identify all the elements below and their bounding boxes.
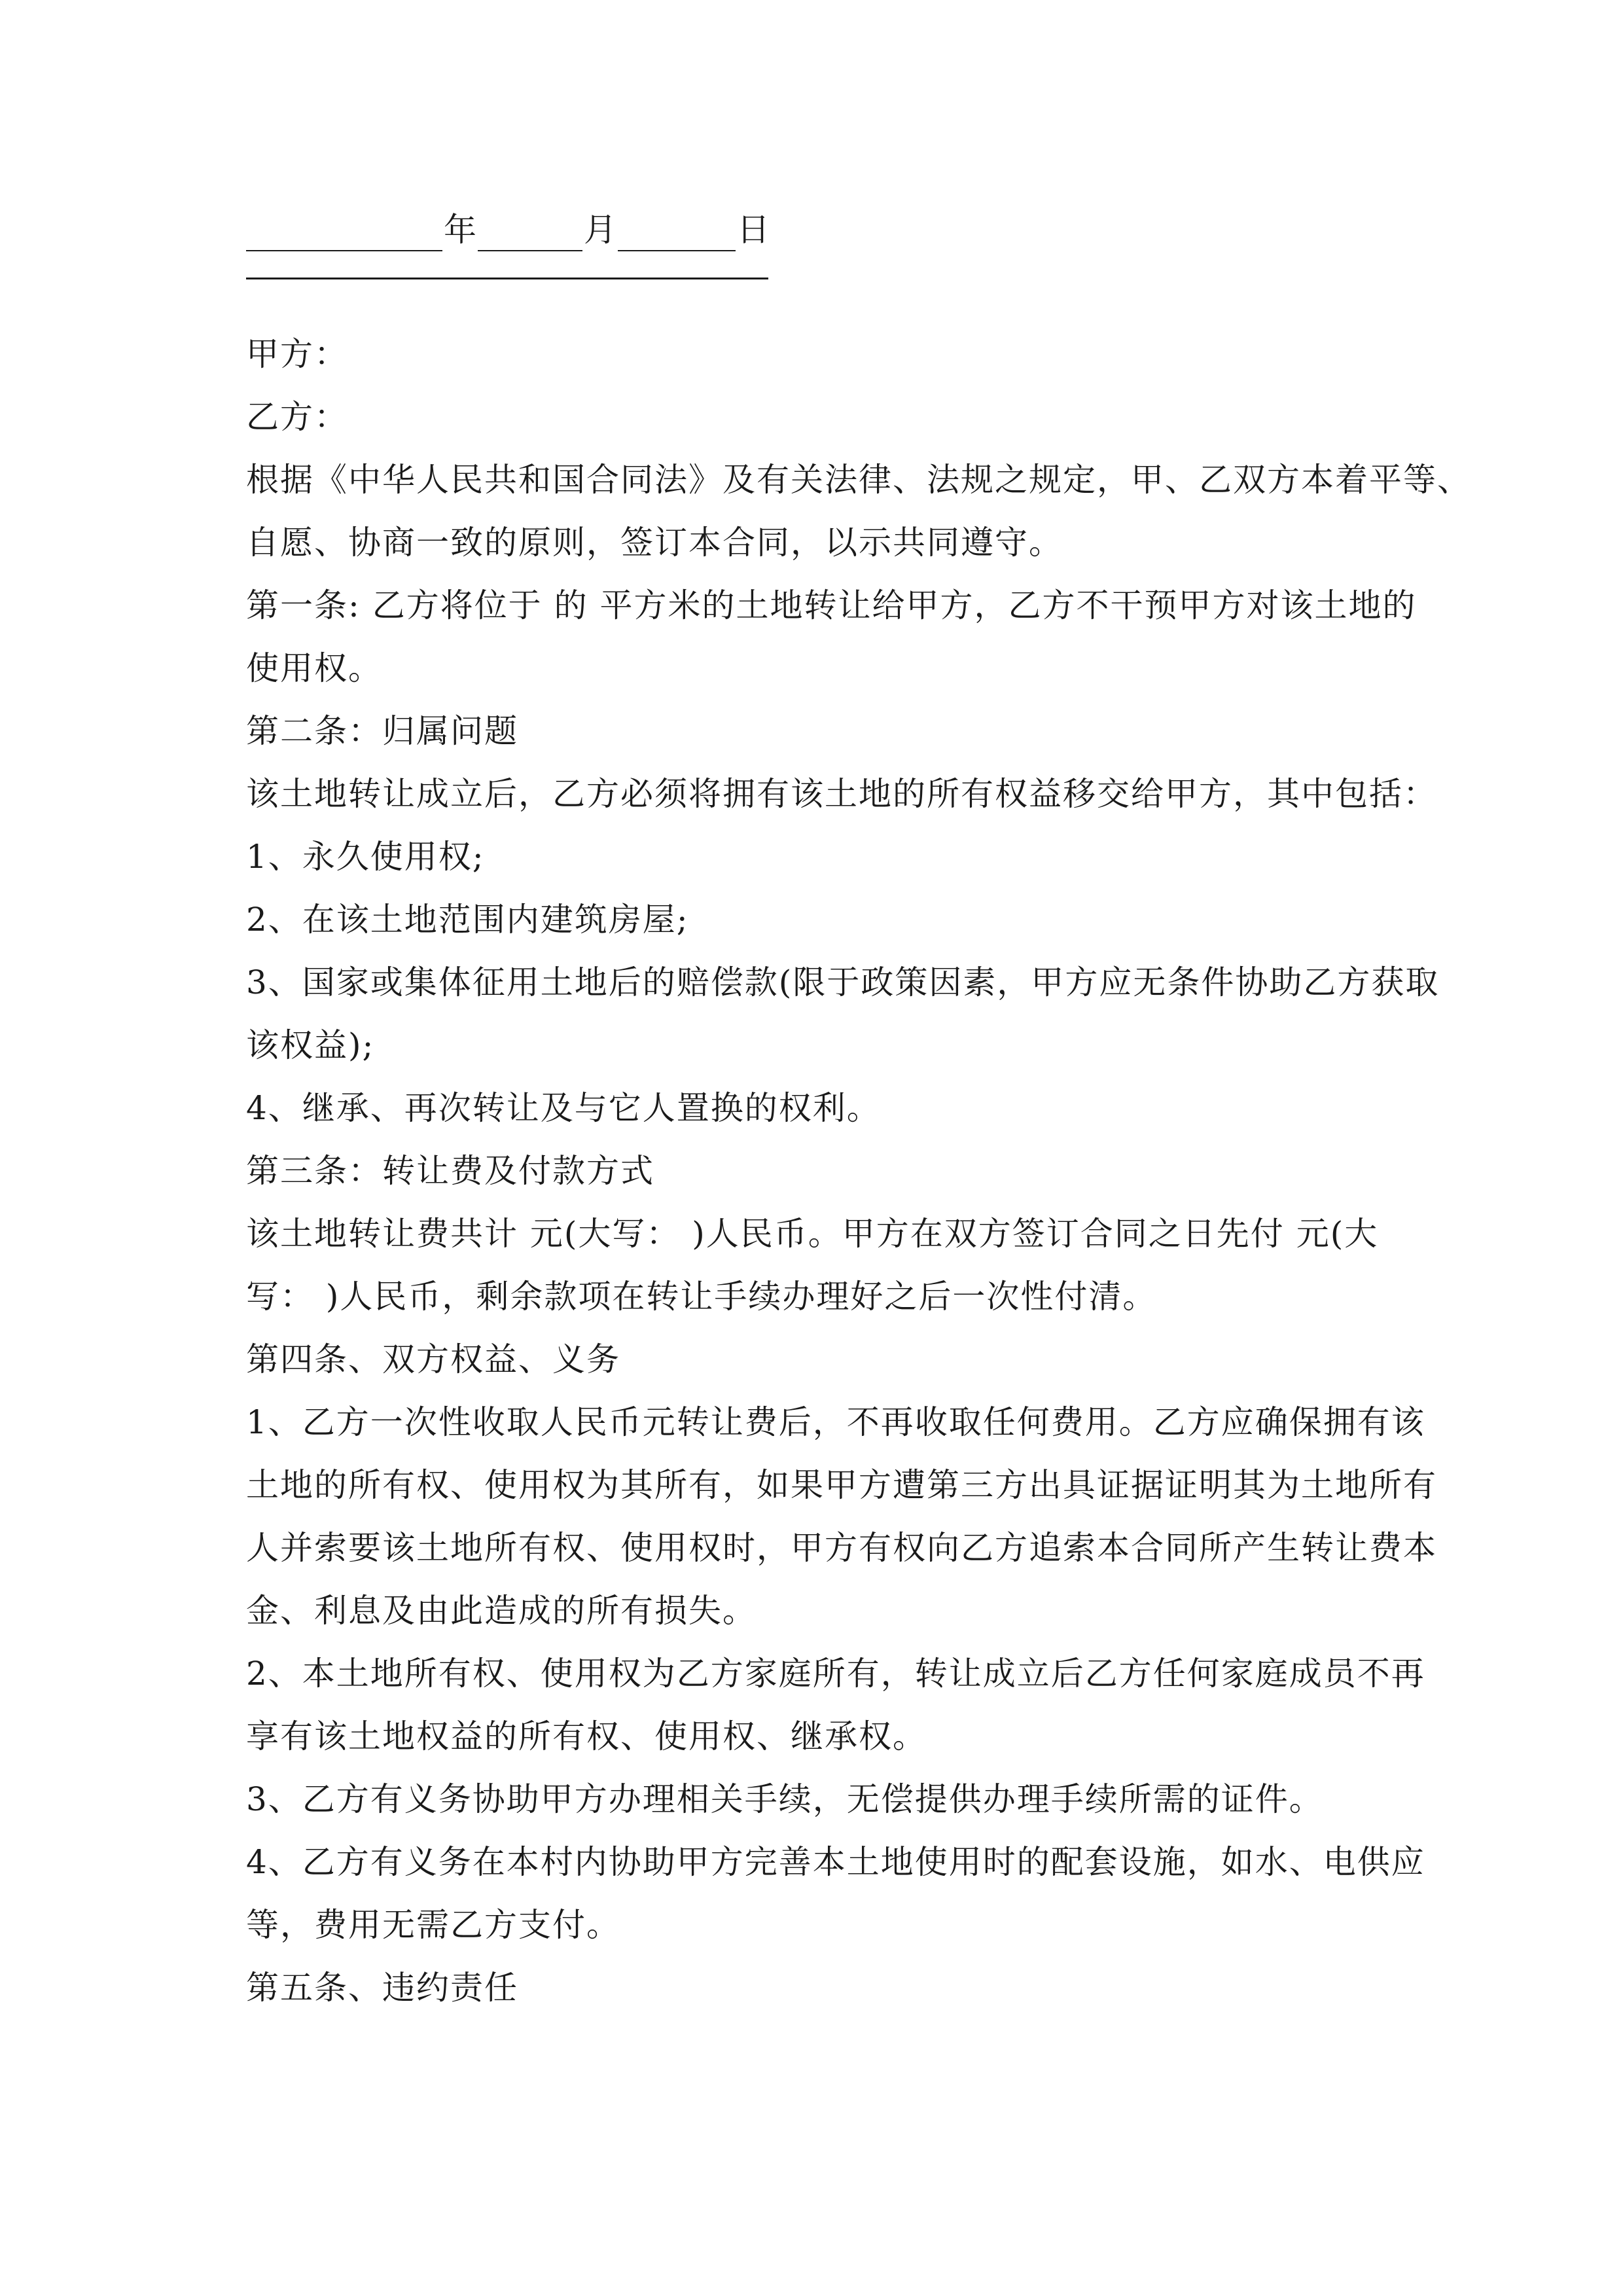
body-line: 该权益); <box>246 1026 375 1064</box>
list-item: 1、永久使用权; <box>246 838 485 876</box>
body-line: 自愿、协商一致的原则，签订本合同，以示共同遵守。 <box>246 524 1063 562</box>
body-line: 该土地转让成立后，乙方必须将拥有该土地的所有权益移交给甲方，其中包括： <box>246 775 1437 813</box>
body-line: 写： )人民币，剩余款项在转让手续办理好之后一次性付清。 <box>246 1278 1157 1316</box>
body-line: 第一条: 乙方将位于 的 平方米的土地转让给甲方，乙方不干预甲方对该土地的 <box>246 586 1417 624</box>
section-heading: 第二条：归属问题 <box>246 712 518 750</box>
list-item: 2、本土地所有权、使用权为乙方家庭所有，转让成立后乙方任何家庭成员不再 <box>246 1655 1425 1693</box>
list-item: 1、乙方一次性收取人民币元转让费后，不再收取任何费用。乙方应确保拥有该 <box>246 1403 1425 1441</box>
body-line: 金、利息及由此造成的所有损失。 <box>246 1592 757 1630</box>
section-heading: 第四条、双方权益、义务 <box>246 1340 620 1378</box>
month-label: 月 <box>584 211 616 249</box>
list-item: 3、国家或集体征用土地后的赔偿款(限于政策因素，甲方应无条件协助乙方获取 <box>246 963 1440 1001</box>
body-line: 享有该土地权益的所有权、使用权、继承权。 <box>246 1717 927 1755</box>
party-a-line: 甲方： <box>246 335 348 373</box>
day-blank <box>618 217 736 251</box>
document-content <box>246 208 1471 2019</box>
list-item: 2、在该土地范围内建筑房屋; <box>246 901 689 939</box>
year-label: 年 <box>444 211 476 249</box>
list-item: 3、乙方有义务协助甲方办理相关手续，无偿提供办理手续所需的证件。 <box>246 1780 1323 1818</box>
list-item: 4、继承、再次转让及与它人置换的权利。 <box>246 1089 881 1127</box>
body-line: 人并索要该土地所有权、使用权时，甲方有权向乙方追索本合同所产生转让费本 <box>246 1529 1437 1567</box>
section-heading: 第三条：转让费及付款方式 <box>246 1152 654 1190</box>
day-label: 日 <box>737 211 770 249</box>
date-line <box>246 208 1398 251</box>
party-b-line: 乙方： <box>246 398 348 436</box>
list-item: 4、乙方有义务在本村内协助甲方完善本土地使用时的配套设施，如水、电供应 <box>246 1843 1425 1881</box>
section-heading: 第五条、违约责任 <box>246 1969 518 2007</box>
body-line: 根据《中华人民共和国合同法》及有关法律、法规之规定，甲、乙双方本着平等、 <box>246 461 1471 499</box>
month-blank <box>478 217 582 251</box>
body-line: 该土地转让费共计 元(大写： )人民币。甲方在双方签订合同之日先付 元(大 <box>246 1215 1379 1253</box>
body-line: 使用权。 <box>246 649 382 687</box>
body-line: 土地的所有权、使用权为其所有，如果甲方遭第三方出具证据证明其为土地所有 <box>246 1466 1437 1504</box>
year-blank <box>246 217 442 251</box>
body-line: 等，费用无需乙方支付。 <box>246 1906 620 1944</box>
horizontal-rule <box>246 278 768 279</box>
